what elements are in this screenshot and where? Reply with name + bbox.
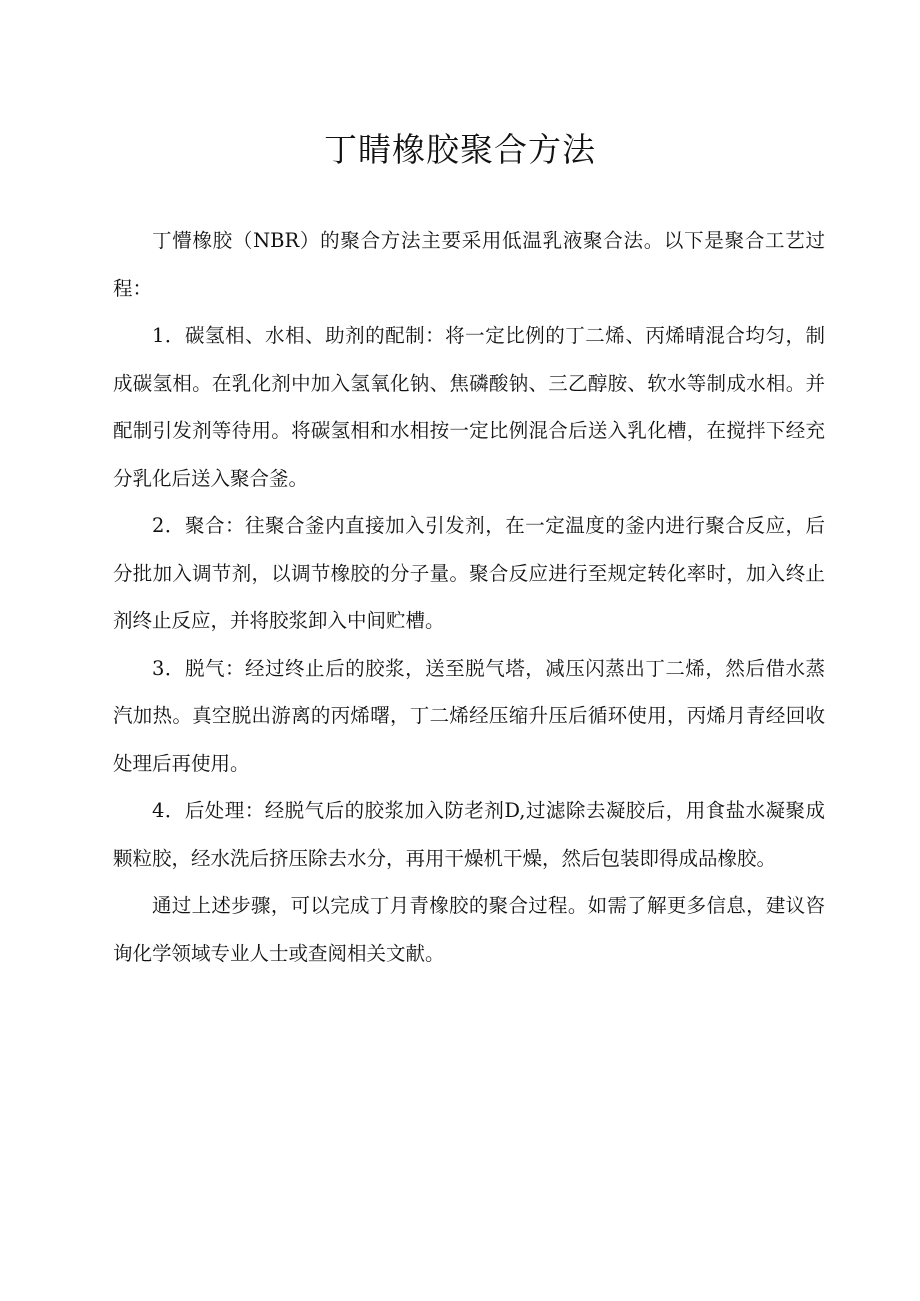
- paragraph-step-3: 3．脱气：经过终止后的胶浆，送至脱气塔，减压闪蒸出丁二烯，然后借水蒸汽加热。真空脱出游离的丙烯曙，丁二烯经压缩升压后循环使用，丙烯月青经回收处理后再使用。: [113, 656, 825, 775]
- document-body: [113, 217, 825, 977]
- paragraph-step-4: 4．后处理：经脱气后的胶浆加入防老剂D,过滤除去凝胶后，用食盐水凝聚成颗粒胶，经水洗后挤压除去水分，再用干燥机干燥，然后包装即得成品橡胶。: [113, 799, 825, 870]
- paragraph-conclusion: 通过上述步骤，可以完成丁月青橡胶的聚合过程。如需了解更多信息，建议咨询化学领域专业人士或查阅相关文献。: [113, 894, 825, 965]
- document-title: 丁睛橡胶聚合方法: [324, 130, 596, 169]
- paragraph-intro: 丁懵橡胶（NBR）的聚合方法主要采用低温乳液聚合法。以下是聚合工艺过程：: [113, 229, 825, 300]
- paragraph-step-2: 2．聚合：往聚合釜内直接加入引发剂，在一定温度的釜内进行聚合反应，后分批加入调节剂，以调节橡胶的分子量。聚合反应进行至规定转化率时，加入终止剂终止反应，并将胶浆卸入中间贮槽。: [113, 514, 825, 632]
- paragraph-step-1: 1．碳氢相、水相、助剂的配制：将一定比例的丁二烯、丙烯晴混合均匀，制成碳氢相。在乳化剂中加入氢氧化钠、焦磷酸钠、三乙醇胺、软水等制成水相。并配制引发剂等待用。将碳氢相和水相按一定比例混合后送入乳化槽，在搅拌下经充分乳化后送入聚合釜。: [113, 324, 825, 490]
